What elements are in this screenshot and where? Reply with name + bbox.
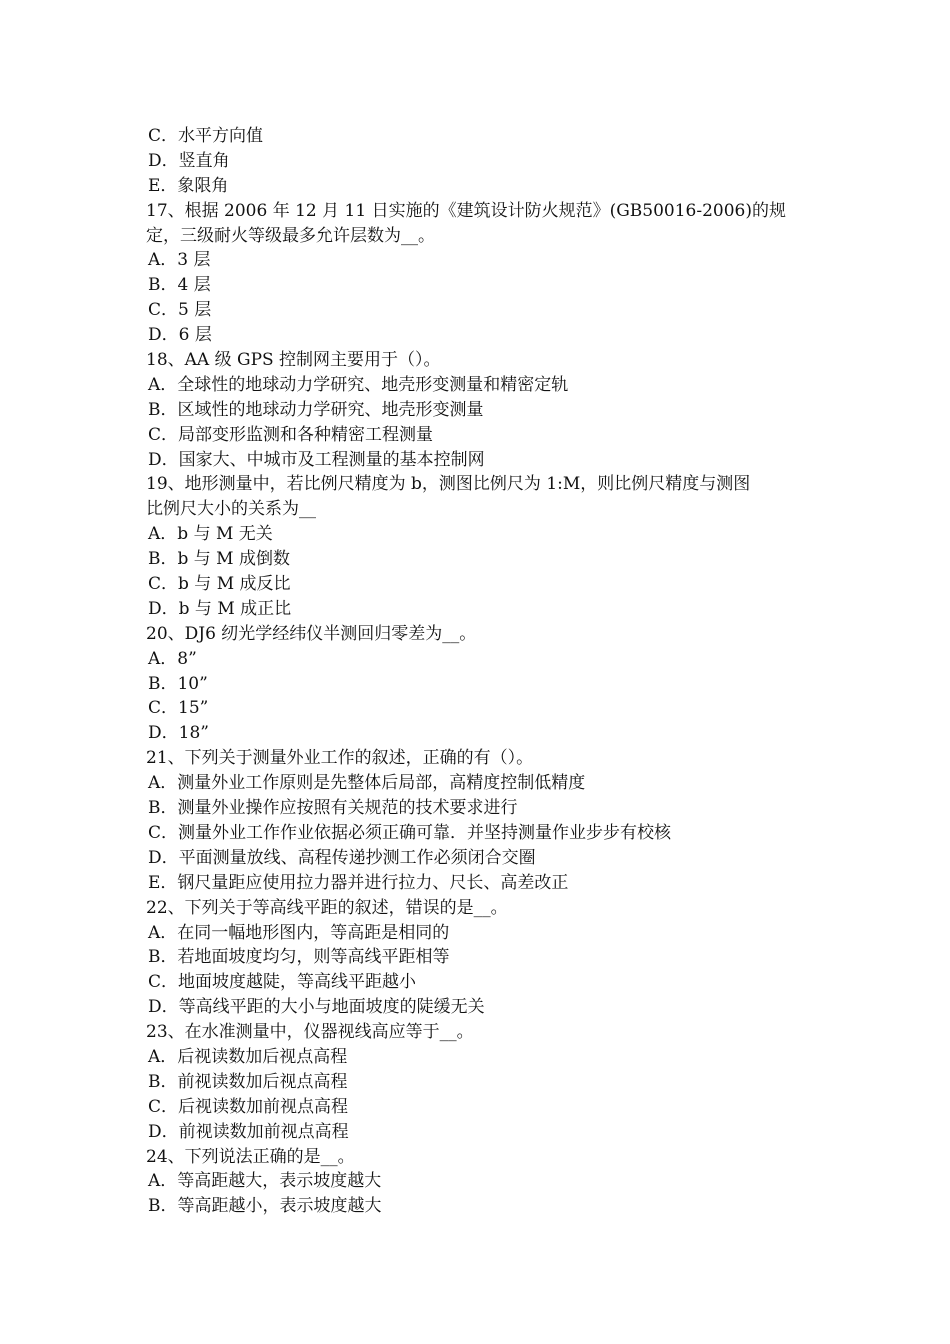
- answer-option: C．测量外业工作作业依据必须正确可靠．并坚持测量作业步步有校核: [148, 822, 672, 843]
- question-text-line: 20、DJ6 纫光学经纬仪半测回归零差为__。: [146, 623, 477, 644]
- answer-option: A．后视读数加后视点高程: [148, 1046, 348, 1067]
- answer-option: A．b 与 M 无关: [148, 524, 273, 545]
- question-text-line: 22、下列关于等高线平距的叙述，错误的是__。: [146, 897, 508, 918]
- answer-option: A．等高距越大，表示坡度越大: [148, 1171, 382, 1192]
- answer-option: A．8”: [148, 648, 197, 669]
- question-text-line: 24、下列说法正确的是__。: [146, 1146, 355, 1167]
- question-text-line: 19、地形测量中，若比例尺精度为 b，测图比例尺为 1:M，则比例尺精度与测图: [146, 474, 751, 495]
- answer-option: A．3 层: [148, 250, 211, 271]
- answer-option: B．测量外业操作应按照有关规范的技术要求进行: [148, 798, 518, 819]
- answer-option: B．10”: [148, 673, 208, 694]
- answer-option: B．4 层: [148, 275, 211, 296]
- question-text-line: 23、在水准测量中，仪器视线高应等于__。: [146, 1022, 474, 1043]
- answer-option: C．地面坡度越陡，等高线平距越小: [148, 972, 417, 993]
- answer-option: B．前视读数加后视点高程: [148, 1071, 348, 1092]
- answer-option: A．测量外业工作原则是先整体后局部，高精度控制低精度: [148, 773, 586, 794]
- question-text-line: 18、AA 级 GPS 控制网主要用于（）。: [146, 350, 441, 371]
- question-text-line: 21、下列关于测量外业工作的叙述，正确的有（）。: [146, 748, 534, 769]
- answer-option: C．局部变形监测和各种精密工程测量: [148, 424, 434, 445]
- answer-option: E．钢尺量距应使用拉力器并进行拉力、尺长、高差改正: [148, 872, 569, 893]
- answer-option: C．水平方向值: [148, 126, 264, 146]
- answer-option: B．等高距越小，表示坡度越大: [148, 1196, 382, 1217]
- answer-option: C．15”: [148, 698, 209, 719]
- answer-option: A．在同一幅地形图内，等高距是相同的: [148, 922, 450, 943]
- exam-question-list: [146, 124, 818, 1219]
- question-text-line: 17、根据 2006 年 12 月 11 日实施的《建筑设计防火规范》(GB50016-2006)的规: [146, 200, 787, 221]
- answer-option: B．区域性的地球动力学研究、地壳形变测量: [148, 399, 484, 420]
- answer-option: C．b 与 M 成反比: [148, 574, 291, 595]
- answer-option: D．b 与 M 成正比: [148, 598, 292, 619]
- answer-option: C．5 层: [148, 300, 212, 321]
- answer-option: D．前视读数加前视点高程: [148, 1121, 349, 1142]
- answer-option: D．等高线平距的大小与地面坡度的陡缓无关: [148, 997, 485, 1018]
- question-text-line: 定，三级耐火等级最多允许层数为__。: [146, 225, 435, 246]
- answer-option: E．象限角: [148, 175, 229, 196]
- answer-option: D．平面测量放线、高程传递抄测工作必须闭合交圈: [148, 847, 536, 868]
- answer-option: D．6 层: [148, 325, 212, 346]
- answer-option: D．国家大、中城市及工程测量的基本控制网: [148, 449, 485, 470]
- answer-option: A．全球性的地球动力学研究、地壳形变测量和精密定轨: [148, 374, 569, 395]
- question-text-line: 比例尺大小的关系为__: [146, 499, 316, 520]
- answer-option: B．b 与 M 成倒数: [148, 549, 290, 570]
- answer-option: D．18”: [148, 723, 209, 744]
- answer-option: D．竖直角: [148, 150, 230, 171]
- answer-option: B．若地面坡度均匀，则等高线平距相等: [148, 947, 450, 968]
- answer-option: C．后视读数加前视点高程: [148, 1096, 349, 1117]
